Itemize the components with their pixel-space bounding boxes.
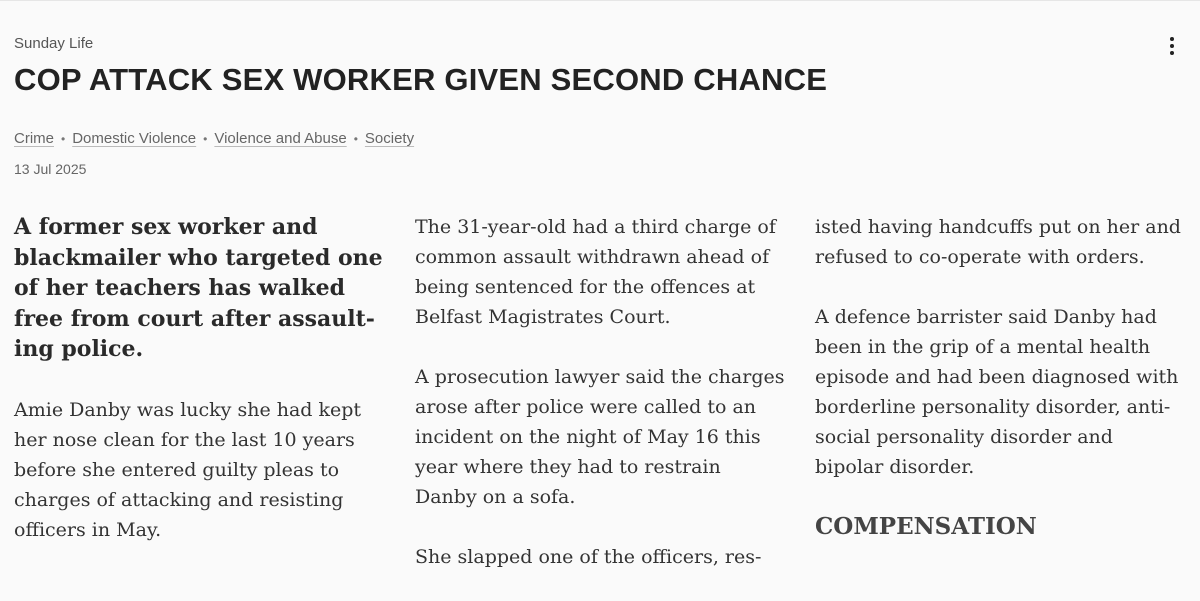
- menu-dot: [1170, 44, 1174, 48]
- topic-tags: [14, 130, 414, 147]
- menu-dot: [1170, 37, 1174, 41]
- more-options-icon[interactable]: [1158, 32, 1186, 60]
- tag-separator: •: [203, 131, 208, 146]
- article-lede: A former sex worker and blackmailer who targeted one of her teachers has walked free from court after assault-ing police.: [14, 214, 383, 362]
- article-paragraph: The 31-year-old had a third charge of common assault withdrawn ahead of being sentenced for the offences at Belfast Magistrates Court.: [415, 216, 776, 328]
- publish-date: 13 Jul 2025: [14, 161, 87, 177]
- tag-separator: •: [353, 131, 358, 146]
- article-paragraph: Amie Danby was lucky she had kept her nose clean for the last 10 years before she entered guilty pleas to charges of attacking and resisting officers in May.: [14, 398, 362, 541]
- menu-dot: [1170, 51, 1174, 55]
- article-column-3: [815, 212, 1187, 542]
- article-paragraph: She slapped one of the officers, res-: [415, 546, 762, 568]
- tag-violence-and-abuse[interactable]: Violence and Abuse: [214, 130, 347, 147]
- article-paragraph: A prosecution lawyer said the charges arose after police were called to an incident on the night of May 16 this year where they had to restrain Danby on a sofa.: [415, 366, 785, 508]
- section-subheading: COMPENSATION: [815, 513, 1037, 540]
- article-column-1: [14, 212, 386, 545]
- tag-domestic-violence[interactable]: Domestic Violence: [72, 130, 197, 147]
- tag-society[interactable]: Society: [364, 130, 415, 147]
- article-headline: COP ATTACK SEX WORKER GIVEN SECOND CHANCE: [14, 62, 828, 97]
- publication-name: Sunday Life: [14, 35, 94, 52]
- tag-crime[interactable]: Crime: [14, 130, 54, 147]
- tag-separator: •: [61, 131, 66, 146]
- article-column-2: [415, 212, 787, 572]
- article-paragraph: A defence barrister said Danby had been in the grip of a mental health episode and had been diagnosed with borderline personality disorder, anti-social personality disorder and bipolar disorder.: [815, 306, 1179, 478]
- article-paragraph: isted having handcuffs put on her and refused to co-operate with orders.: [815, 216, 1181, 268]
